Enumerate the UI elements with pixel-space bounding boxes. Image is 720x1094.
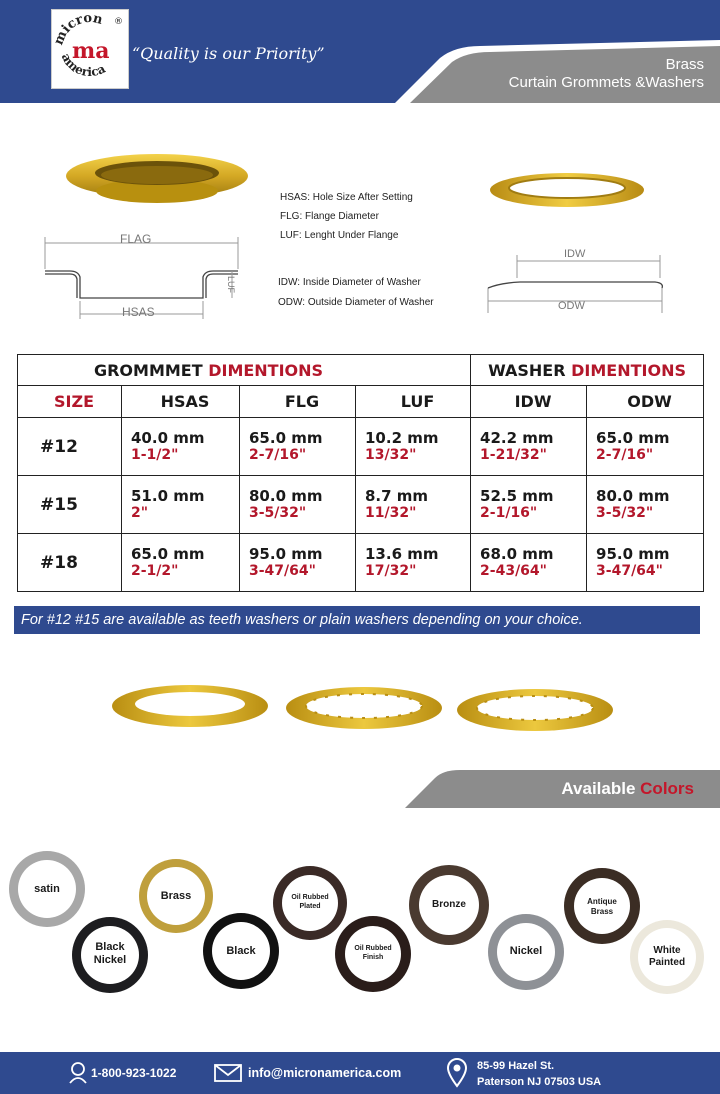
luf-cell: 13.6 mm 17/32" (356, 534, 471, 592)
hsas-cell: 65.0 mm 2-1/2" (122, 534, 240, 592)
swatch-label-satin: satin (34, 883, 60, 895)
title-line-2: Curtain Grommets &Washers (508, 74, 704, 91)
footer-bar (0, 1052, 720, 1094)
flg-cell: 95.0 mm 3-47/64" (240, 534, 356, 592)
odw-cell: 80.0 mm 3-5/32" (587, 476, 704, 534)
col-header-odw: ODW (587, 386, 704, 418)
col-header-size: SIZE (18, 386, 122, 418)
swatch-label-oil-rubbed-finish: Oil Rubbed Finish (354, 945, 392, 961)
tagline: “Quality is our Priority” (132, 44, 325, 63)
grommet-profile-drawing (45, 271, 238, 298)
swatch-label-antique-brass: Antique Brass (587, 897, 617, 916)
email-icon (214, 1064, 242, 1082)
idw-cell: 42.2 mm 1-21/32" (471, 418, 587, 476)
swatch-label-black: Black (226, 945, 256, 957)
size-cell: #15 (18, 476, 122, 534)
col-header-hsas: HSAS (122, 386, 240, 418)
odw-dimension-label: ODW (558, 300, 585, 312)
idw-cell: 52.5 mm 2-1/16" (471, 476, 587, 534)
table-row (18, 534, 704, 592)
logo-monogram: ma (72, 38, 110, 64)
swatch-label-nickel: Nickel (509, 945, 543, 957)
swatch-label-brass: Brass (160, 890, 192, 902)
teeth-washer-icon (286, 687, 442, 729)
hsas-cell: 51.0 mm 2" (122, 476, 240, 534)
size-cell: #18 (18, 534, 122, 592)
registered-mark: ® (114, 17, 123, 27)
hsas-cell: 40.0 mm 1-1/2" (122, 418, 240, 476)
swatch-label-black-nickel: Black Nickel (93, 941, 127, 966)
legend-odw: ODW: Outside Diameter of Washer (278, 297, 434, 308)
col-header-flg: FLG (240, 386, 356, 418)
swatch-label-bronze: Bronze (432, 899, 466, 910)
page-title (395, 52, 720, 101)
washer-legend (278, 273, 434, 313)
hsas-dimension-label: HSAS (122, 305, 155, 319)
footer-address-line1: 85-99 Hazel St. (477, 1060, 555, 1072)
legend-flg: FLG: Flange Diameter (280, 211, 379, 222)
table-row (18, 476, 704, 534)
table-group-header (18, 355, 704, 386)
title-line-1: Brass (665, 56, 704, 73)
grommet-dimensions-title: GROMMMET DIMENTIONS (18, 355, 471, 386)
size-cell: #12 (18, 418, 122, 476)
legend-hsas: HSAS: Hole Size After Setting (280, 192, 413, 203)
luf-dimension-label: LUF (226, 276, 236, 294)
brand-logo (51, 9, 129, 89)
washer-profile-drawing (488, 282, 662, 288)
grommet-legend (280, 188, 413, 245)
idw-dimension-label: IDW (564, 248, 586, 260)
luf-cell: 10.2 mm 13/32" (356, 418, 471, 476)
flg-cell: 65.0 mm 2-7/16" (240, 418, 356, 476)
teeth-washer-alt-icon (457, 689, 613, 731)
logo-bottom-text: america (58, 51, 108, 80)
logo-top-text: micron (52, 10, 105, 48)
footer-phone[interactable]: 1-800-923-1022 (91, 1066, 177, 1080)
col-header-idw: IDW (471, 386, 587, 418)
grommet-illustration (66, 154, 248, 203)
col-header-luf: LUF (356, 386, 471, 418)
swatch-label-oil-rubbed-plated: Oil Rubbed Plated (291, 894, 329, 910)
colors-banner (405, 770, 720, 808)
washer-dimensions-title: WASHER DIMENTIONS (471, 355, 704, 386)
flg-cell: 80.0 mm 3-5/32" (240, 476, 356, 534)
location-pin-icon (446, 1058, 468, 1088)
flag-dimension-label: FLAG (120, 232, 152, 246)
dimensions-table (17, 354, 703, 591)
color-swatches (0, 840, 720, 1010)
plain-washer-icon (112, 685, 268, 727)
swatch-label-white-painted: White Painted (648, 945, 686, 968)
colors-title: Available Colors (561, 779, 694, 798)
table-column-header (18, 386, 704, 418)
footer-email[interactable]: info@micronamerica.com (248, 1066, 402, 1080)
legend-idw: IDW: Inside Diameter of Washer (278, 277, 421, 288)
washer-illustration (490, 173, 644, 207)
table-row (18, 418, 704, 476)
odw-cell: 65.0 mm 2-7/16" (587, 418, 704, 476)
availability-note: For #12 #15 are available as teeth washers or plain washers depending on your choice. (14, 606, 700, 634)
odw-cell: 95.0 mm 3-47/64" (587, 534, 704, 592)
phone-icon (66, 1061, 90, 1085)
legend-luf: LUF: Lenght Under Flange (280, 230, 399, 241)
footer-address-line2: Paterson NJ 07503 USA (477, 1076, 602, 1088)
washer-types-illustration (100, 680, 630, 740)
idw-cell: 68.0 mm 2-43/64" (471, 534, 587, 592)
luf-cell: 8.7 mm 11/32" (356, 476, 471, 534)
